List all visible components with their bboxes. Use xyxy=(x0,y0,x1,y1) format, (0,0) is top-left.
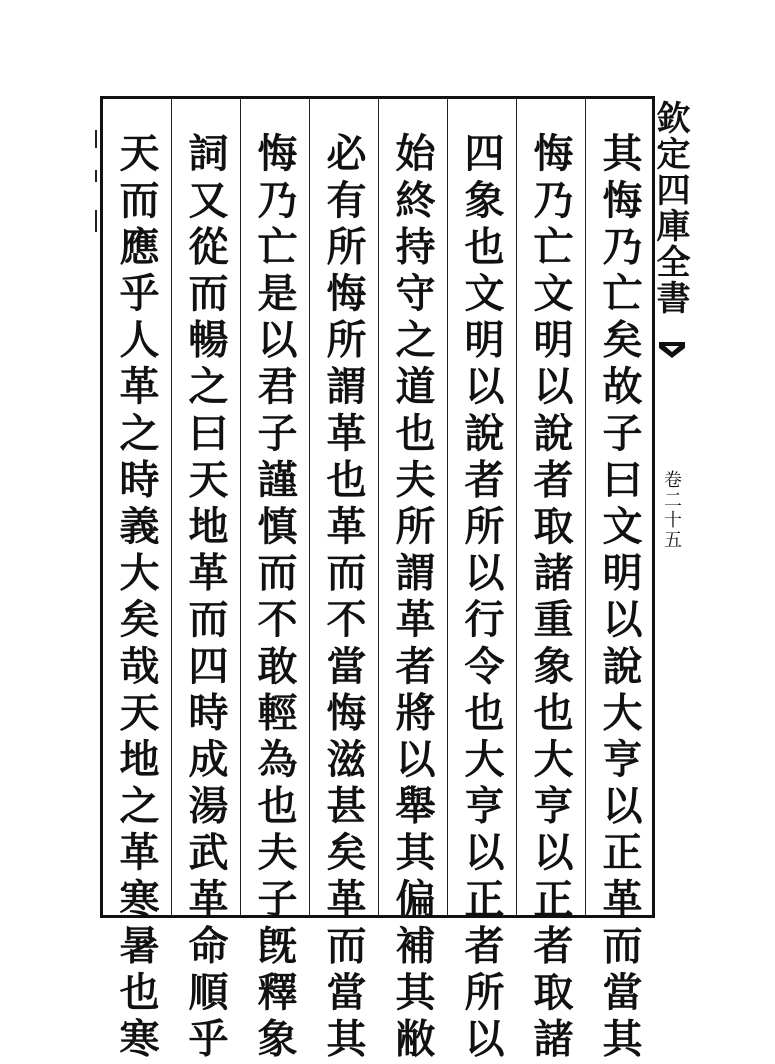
text-column-5: 必有所悔所謂革也革而不當悔滋甚矣革而當其 xyxy=(320,132,367,1064)
text-column-2: 悔乃亡文明以說者取諸重象也大亨以正者取諸 xyxy=(527,132,574,1064)
fish-tail-mark xyxy=(657,340,687,360)
text-column-1: 其悔乃亡矣故子曰文明以說大亨以正革而當其 xyxy=(596,132,643,1064)
text-column-7: 詞又從而暢之曰天地革而四時成湯武革命順乎 xyxy=(182,132,229,1064)
column-rule xyxy=(447,98,448,916)
text-column-6: 悔乃亡是以君子謹慎而不敢輕為也夫子旣釋象 xyxy=(251,132,298,1064)
column-rule xyxy=(378,98,379,916)
binding-marks xyxy=(94,130,100,250)
text-column-8: 天而應乎人革之時義大矣哉天地之革寒暑也寒 xyxy=(113,132,160,1064)
column-rule xyxy=(171,98,172,916)
text-column-4: 始終持守之道也夫所謂革者將以舉其偏補其敝 xyxy=(389,132,436,1064)
column-rule xyxy=(516,98,517,916)
book-title: 欽定四庫全書 xyxy=(650,100,690,316)
column-rule xyxy=(585,98,586,916)
column-rule xyxy=(240,98,241,916)
text-column-3: 四象也文明以說者所以行令也大亨以正者所以 xyxy=(458,132,505,1064)
column-rule xyxy=(309,98,310,916)
volume-label: 卷二十五 xyxy=(661,470,682,550)
